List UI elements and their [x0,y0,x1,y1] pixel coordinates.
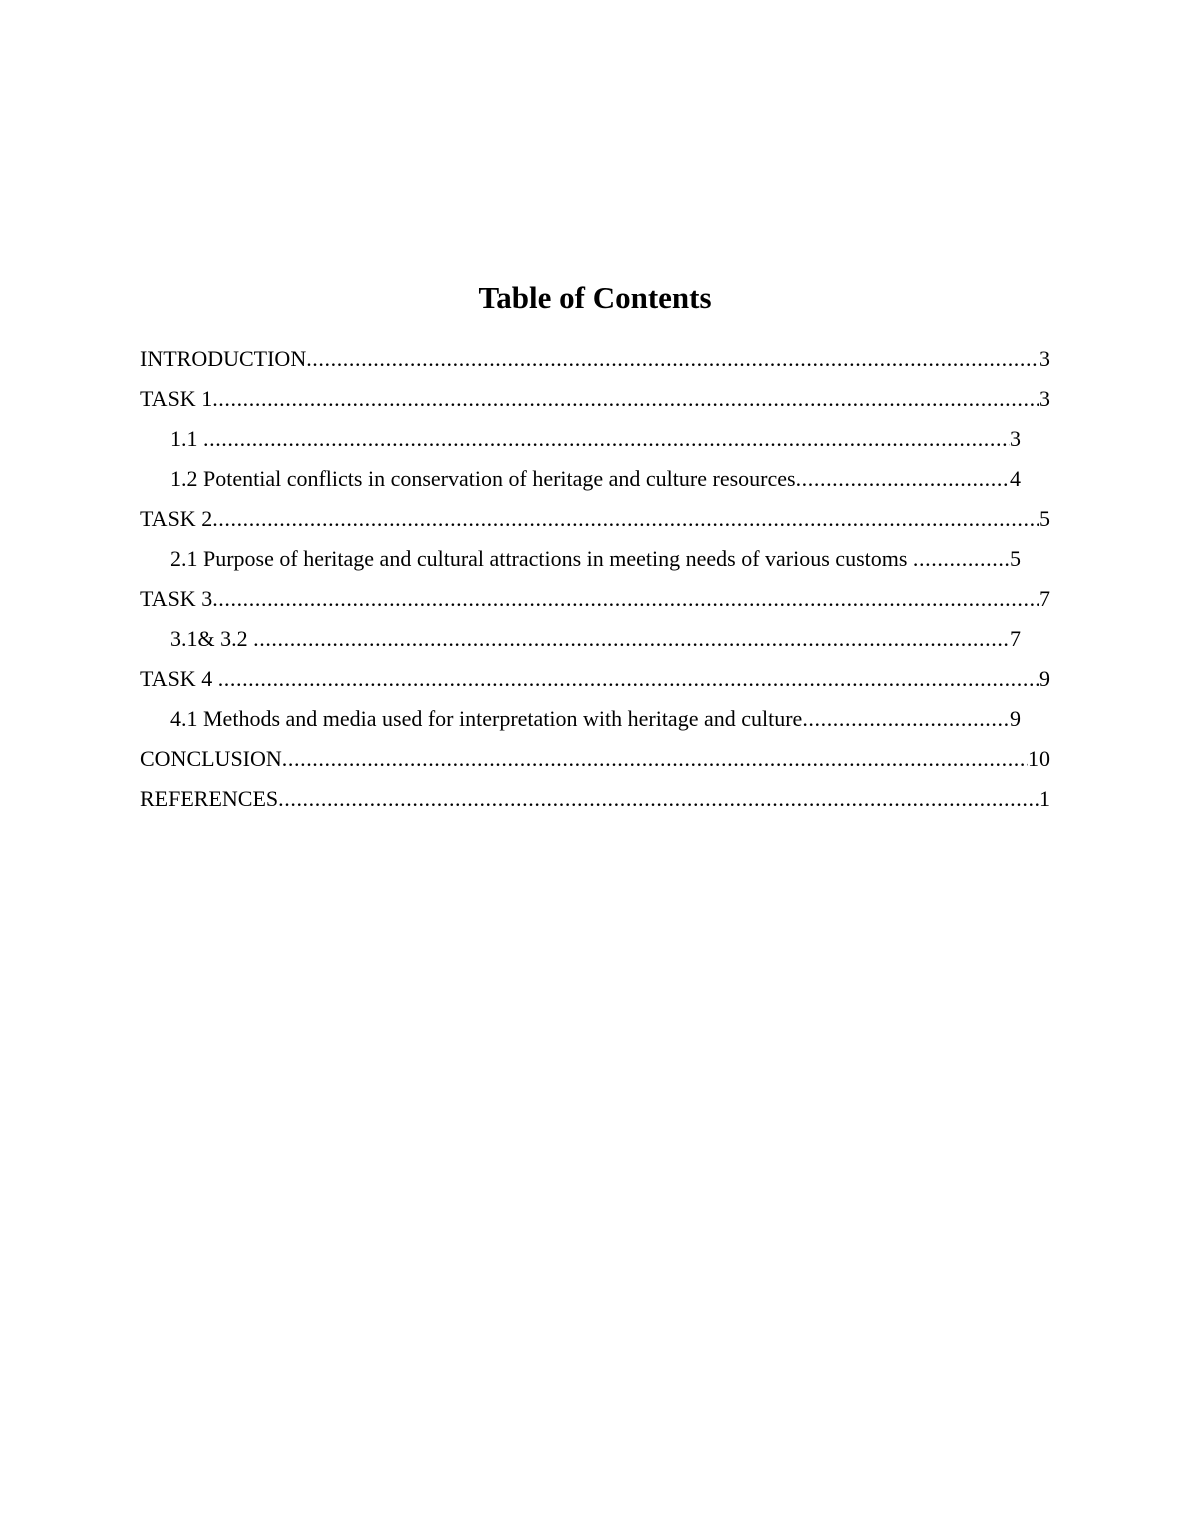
toc-entry-label: CONCLUSION [140,746,282,771]
toc-entry-page-number: 7 [1010,626,1021,651]
toc-entry [170,619,1021,659]
toc-entry-page-number: 10 [1028,746,1050,771]
toc-entry-label: 2.1 Purpose of heritage and cultural attractions in meeting needs of various customs [170,546,913,571]
toc-entry [140,379,1050,419]
toc-entry-label: 1.1 [170,426,203,451]
toc-entry-page-number: 5 [1010,546,1021,571]
toc-entry [170,539,1021,579]
toc-entry [170,419,1021,459]
dot-leader [203,419,1010,459]
toc-entry [140,579,1050,619]
toc-entry-label: TASK 2 [140,506,213,531]
dot-leader [306,339,1039,379]
toc-entry-label: 3.1& 3.2 [170,626,254,651]
toc-title: Table of Contents [478,280,712,315]
toc-entry [140,499,1050,539]
table-of-contents [140,339,1050,819]
toc-entry-page-number: 7 [1039,586,1050,611]
toc-entry-page-number: 4 [1010,466,1021,491]
toc-entry-label: TASK 1 [140,386,213,411]
dot-leader [278,779,1039,819]
toc-entry [170,459,1021,499]
dot-leader [212,379,1039,419]
dot-leader [253,619,1010,659]
toc-entry-page-number: 3 [1010,426,1021,451]
toc-entry-page-number: 9 [1039,666,1050,691]
toc-entry-page-number: 3 [1039,346,1050,371]
toc-entry [140,339,1050,379]
dot-leader [802,699,1010,739]
toc-entry [170,699,1021,739]
dot-leader [913,539,1010,579]
toc-entry [140,659,1050,699]
dot-leader [282,739,1028,779]
dot-leader [796,459,1010,499]
toc-entry-label: REFERENCES [140,786,279,811]
toc-entry-page-number: 3 [1039,386,1050,411]
toc-entry [140,739,1050,779]
toc-entry-page-number: 1 [1039,786,1050,811]
dot-leader [218,659,1039,699]
toc-entry-label: TASK 3 [140,586,213,611]
toc-entry [140,779,1050,819]
toc-entry-label: 1.2 Potential conflicts in conservation of heritage and culture resources [170,466,796,491]
dot-leader [212,499,1039,539]
dot-leader [212,579,1039,619]
toc-entry-page-number: 9 [1010,706,1021,731]
toc-entry-label: INTRODUCTION [140,346,307,371]
toc-entry-label: TASK 4 [140,666,218,691]
toc-entry-label: 4.1 Methods and media used for interpretation with heritage and culture [170,706,803,731]
toc-entry-page-number: 5 [1039,506,1050,531]
